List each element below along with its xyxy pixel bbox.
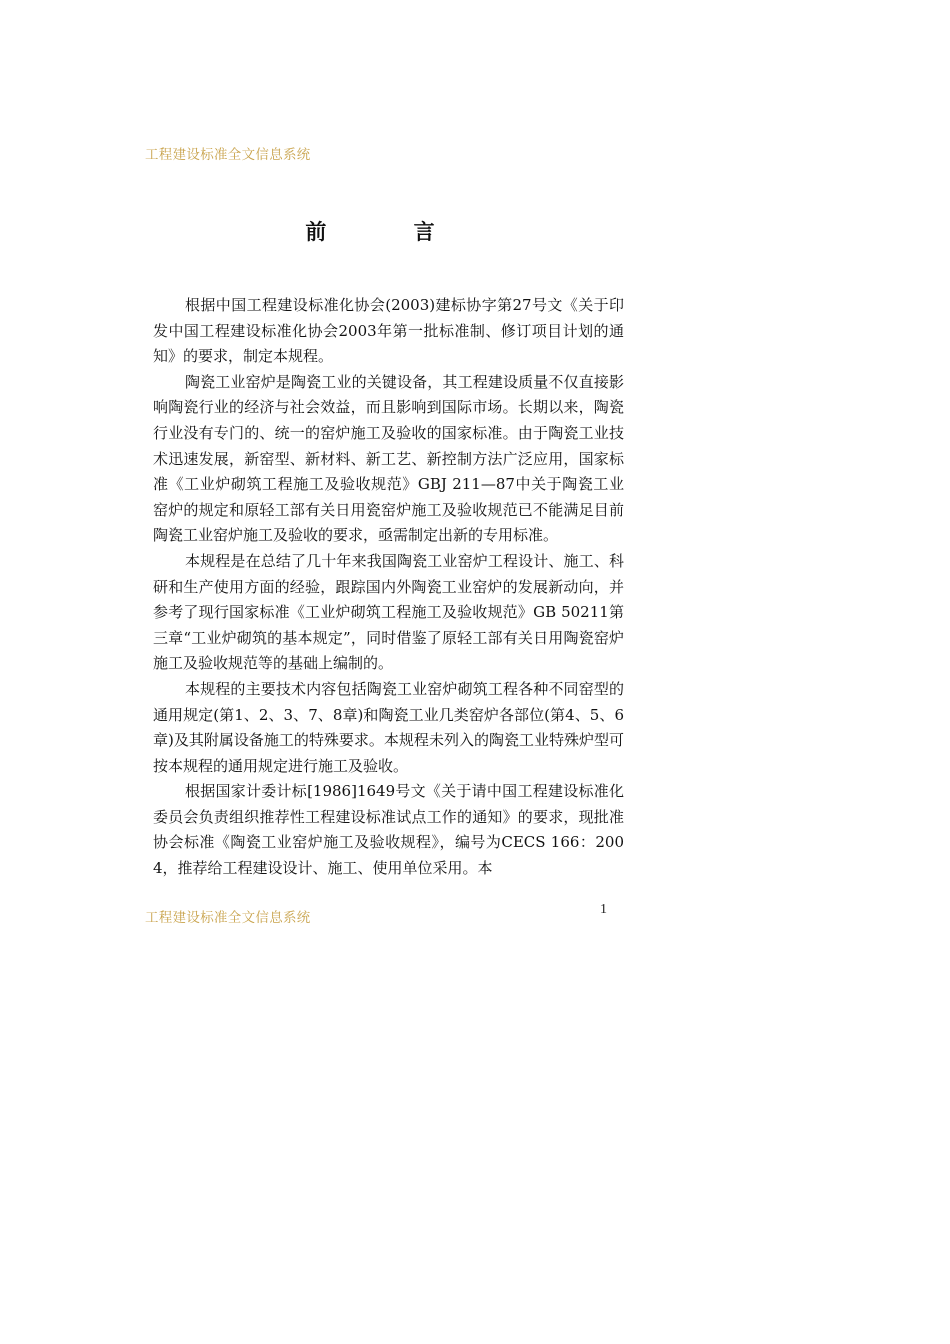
paragraph: 本规程的主要技术内容包括陶瓷工业窑炉砌筑工程各种不同窑型的通用规定(第1、2、3、7、8章)和陶瓷工业几类窑炉各部位(第4、5、6章)及其附属设备施工的特殊要求。本规程未列入的陶瓷工业特殊炉型可按本规程的通用规定进行施工及验收。 (153, 679, 624, 775)
page-number: 1 (600, 902, 607, 917)
page-title: 前 言 (305, 220, 475, 244)
paragraph: 陶瓷工业窑炉是陶瓷工业的关键设备，其工程建设质量不仅直接影响陶瓷行业的经济与社会效益，而且影响到国际市场。长期以来，陶瓷行业没有专门的、统一的窑炉施工及验收的国家标准。由于陶瓷工业技术迅速发展，新窑型、新材料、新工艺、新控制方法广泛应用，国家标准《工业炉砌筑工程施工及验收规范》GBJ 211—87中关于陶瓷工业窑炉的规定和原轻工部有关日用瓷窑炉施工及验收规范已不能满足目前陶瓷工业窑炉施工及验收的要求，亟需制定出新的专用标准。 (153, 372, 624, 545)
paragraph: 根据国家计委计标[1986]1649号文《关于请中国工程建设标准化委员会负责组织推荐性工程建设标准试点工作的通知》的要求，现批准协会标准《陶瓷工业窑炉施工及验收规程》，编号为CECS 166：2004，推荐给工程建设设计、施工、使用单位采用。本 (153, 782, 624, 878)
body-text (153, 293, 624, 882)
paragraph: 本规程是在总结了几十年来我国陶瓷工业窑炉工程设计、施工、科研和生产使用方面的经验，跟踪国内外陶瓷工业窑炉的发展新动向，并参考了现行国家标准《工业炉砌筑工程施工及验收规范》GB 50211第三章“工业炉砌筑的基本规定”，同时借鉴了原轻工部有关日用陶瓷窑炉施工及验收规范等的基础上编制的。 (153, 551, 624, 673)
footer-source-mark: 工程建设标准全文信息系统 (145, 910, 311, 926)
header-source-mark: 工程建设标准全文信息系统 (145, 147, 311, 163)
paragraph: 根据中国工程建设标准化协会(2003)建标协字第27号文《关于印发中国工程建设标准化协会2003年第一批标准制、修订项目计划的通知》的要求，制定本规程。 (153, 296, 624, 366)
